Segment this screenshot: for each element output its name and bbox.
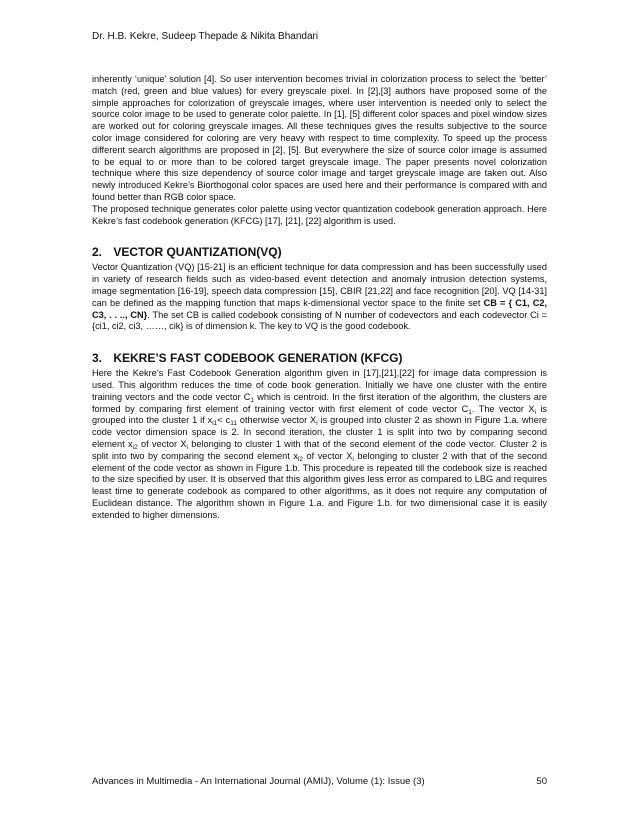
s3-sub-1: 1 <box>250 396 255 404</box>
s3-text-8: of vector X <box>137 438 187 449</box>
section-3-paragraph <box>92 368 547 521</box>
s3-text-6: otherwise vector X <box>236 415 317 426</box>
s3-sub-2: 1 <box>468 408 472 416</box>
s3-sub-5: 11 <box>230 420 237 428</box>
section-3-number: 3. <box>92 351 103 366</box>
s3-sub-9: i2 <box>297 455 303 463</box>
section-2-text-b: . The set CB is called codebook consisting of N number of codevectors and each codevector Ci = {ci1, ci2, ci3, ……, cik} is of dimension k. The key to VQ is the good codebook. <box>92 309 547 332</box>
section-2-paragraph <box>92 262 547 333</box>
s3-text-2: which is centroid. In the first iteration of the algorithm, the clusters are formed by comparing first element of training vector with first element of code vector C <box>92 391 547 414</box>
section-2-title: VECTOR QUANTIZATION(VQ) <box>113 245 282 260</box>
s3-sub-4: i1 <box>212 420 218 428</box>
running-footer <box>92 776 547 788</box>
s3-sub-6: i <box>316 420 318 428</box>
header-authors: Dr. H.B. Kekre, Sudeep Thepade & Nikita Bhandari <box>92 31 319 42</box>
running-header <box>92 31 318 43</box>
s3-sub-10: i <box>352 455 354 463</box>
footer-journal: Advances in Multimedia - An International Journal (AMIJ), Volume (1): Issue (3) <box>92 776 425 787</box>
s3-text-4: is grouped into the cluster 1 if x <box>92 403 547 426</box>
s3-sub-3: i <box>534 408 536 416</box>
section-2-heading <box>92 245 547 259</box>
section-3-title: KEKRE’S FAST CODEBOOK GENERATION (KFCG) <box>113 351 403 366</box>
s3-sub-7: i2 <box>132 443 138 451</box>
s3-sub-8: i <box>186 443 188 451</box>
section-2-text-a: Vector Quantization (VQ) [15-21] is an efficient technique for data compression and has been successfully used in variety of research fields such as video-based event detection and anomaly intrusion detection systems, image segmentation [16-19], speech data compression [15], CBIR [21,22] and face recognition [20]. VQ [14-31] can be defined as the mapping function that maps k-dimensional vector space to the finite set <box>92 262 547 308</box>
s3-text-3: . The vector X <box>471 403 535 414</box>
s3-text-10: of vector X <box>303 450 353 461</box>
section-3-heading <box>92 351 547 365</box>
intro-paragraph-2: The proposed technique generates color palette using vector quantization codebook generation approach. Here Kekre’s fast codebook generation (KFCG) [17], [21], [22] algorithm is used. <box>92 203 547 226</box>
codebook-set-definition: CB = { C1, C2, C3, . . .., CN} <box>92 297 547 320</box>
s3-text-9: belonging to cluster 1 with that of the second element of the code vector. Cluster 2 is split into two by comparing the second element x <box>92 438 547 461</box>
page-body <box>92 74 547 522</box>
s3-text-5: < c <box>217 415 231 426</box>
page-number: 50 <box>536 776 547 787</box>
intro-paragraph-1: inherently ‘unique’ solution [4]. So user intervention becomes trivial in colorization process to select the ‘better’ match (red, green and blue values) for every greyscale pixel. In [2],[3] authors have proposed some of the simple approaches for colorization of greyscale images, where user intervention is needed only to select the source color image to be used to generate color palette. In [1], [5] different color spaces and pixel window sizes are worked out for coloring greyscale images. All these techniques gives the results subjective to the source color image considered for coloring are very heavy with respect to time complexity. To speed up the process different search algorithms are proposed in [2], [5]. But everywhere the size of source color image is assumed to be equal to or more than to be colored target greyscale image. The paper presents novel colorization technique where this size dependency of source color image and target greyscale image are taken out. Also newly introduced Kekre’s Biorthogonal color spaces are used here and their performance is compared with and found better than RGB color space. <box>92 74 547 202</box>
s3-text-7: is grouped into cluster 2 as shown in Figure 1.a. where code vector dimension space is 2. In second iteration, the cluster 1 is split into two by comparing second element x <box>92 415 547 449</box>
s3-text-11: belonging to cluster 2 with that of the second element of the code vector as shown in Figure 1.b. This procedure is repeated till the codebook size is reached to the size specified by user. It is observed that this algorithm gives less error as compared to LBG and requires least time to generate codebook as compared to other algorithms, as it does not require any computation of Euclidean distance. The algorithm shown in Figure 1.a. and Figure 1.b. for two dimensional case it is easily extended to higher dimensions. <box>92 450 547 520</box>
s3-text-1: Here the Kekre’s Fast Codebook Generation algorithm given in [17],[21],[22] for image data compression is used. This algorithm reduces the time of code book generation. Initially we have one cluster with the entire training vectors and the code vector C <box>92 368 547 402</box>
section-2-number: 2. <box>92 245 103 260</box>
